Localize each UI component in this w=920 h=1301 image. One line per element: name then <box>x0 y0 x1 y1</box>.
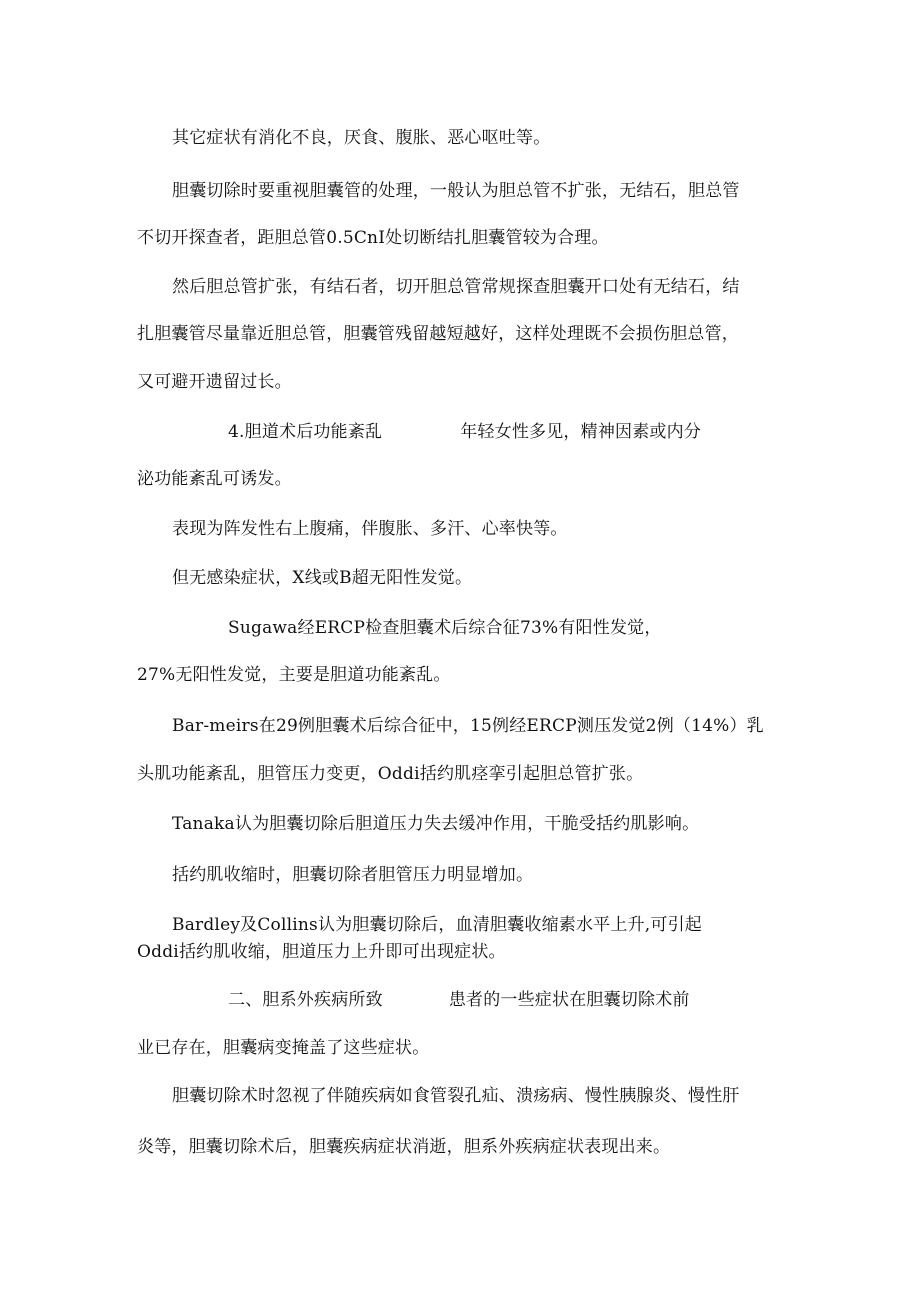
paragraph-barmeirs-line-2: 头肌功能紊乱，胆管压力变更，Oddi括约肌痉挛引起胆总管扩张。 <box>137 764 644 784</box>
paragraph-symptoms: 其它症状有消化不良，厌食、腹胀、恶心呕吐等。 <box>172 128 551 148</box>
section-4-line-1 <box>228 421 701 443</box>
paragraph-barmeirs-line-1: Bar-meirs在29例胆囊术后综合征中，15例经ERCP测压发觉2例（14%）乳 <box>172 716 764 736</box>
paragraph-dilated-duct-line-1: 然后胆总管扩张，有结石者，切开胆总管常规探查胆囊开口处有无结石，结 <box>172 277 740 297</box>
paragraph-dilated-duct-line-3: 又可避开遗留过长。 <box>137 372 292 392</box>
paragraph-duct-handling-line-2: 不切开探查者，距胆总管0.5CnI处切断结扎胆囊管较为合理。 <box>137 228 609 248</box>
section-2-line-1 <box>228 989 690 1011</box>
paragraph-no-infection: 但无感染症状，X线或B超无阳性发觉。 <box>172 568 473 588</box>
paragraph-dilated-duct-line-2: 扎胆囊管尽量靠近胆总管，胆囊管残留越短越好，这样处理既不会损伤胆总管， <box>137 324 739 344</box>
section-4-heading: 4.胆道术后功能紊乱 <box>228 422 383 442</box>
section-2-line-2: 业已存在，胆囊病变掩盖了这些症状。 <box>137 1038 430 1058</box>
section-4-text: 年轻女性多见，精神因素或内分 <box>460 422 702 442</box>
paragraph-duct-handling-line-1: 胆囊切除时要重视胆囊管的处理，一般认为胆总管不扩张，无结石，胆总管 <box>172 181 740 201</box>
paragraph-tanaka: Tanaka认为胆囊切除后胆道压力失去缓冲作用，干脆受括约肌影响。 <box>172 814 700 834</box>
section-4-line-2: 泌功能紊乱可诱发。 <box>137 469 292 489</box>
paragraph-sugawa-line-1: Sugawa经ERCP检查胆囊术后综合征73%有阳性发觉， <box>228 618 662 638</box>
paragraph-bardley-line-1: Bardley及Collins认为胆囊切除后，血清胆囊收缩素水平上升,可引起 <box>172 915 702 935</box>
paragraph-sphincter: 括约肌收缩时，胆囊切除者胆管压力明显增加。 <box>172 865 534 885</box>
paragraph-presentation: 表现为阵发性右上腹痛，伴腹胀、多汗、心率快等。 <box>172 519 568 539</box>
section-2-heading: 二、胆系外疾病所致 <box>228 990 383 1010</box>
paragraph-comorbidities-line-1: 胆囊切除术时忽视了伴随疾病如食管裂孔疝、溃疡病、慢性胰腺炎、慢性肝 <box>172 1086 740 1106</box>
section-2-text: 患者的一些症状在胆囊切除术前 <box>448 990 690 1010</box>
paragraph-comorbidities-line-2: 炎等，胆囊切除术后，胆囊疾病症状消逝，胆系外疾病症状表现出来。 <box>137 1137 671 1157</box>
paragraph-bardley-line-2: Oddi括约肌收缩，胆道压力上升即可出现症状。 <box>137 942 506 962</box>
paragraph-sugawa-line-2: 27%无阳性发觉，主要是胆道功能紊乱。 <box>137 665 451 685</box>
